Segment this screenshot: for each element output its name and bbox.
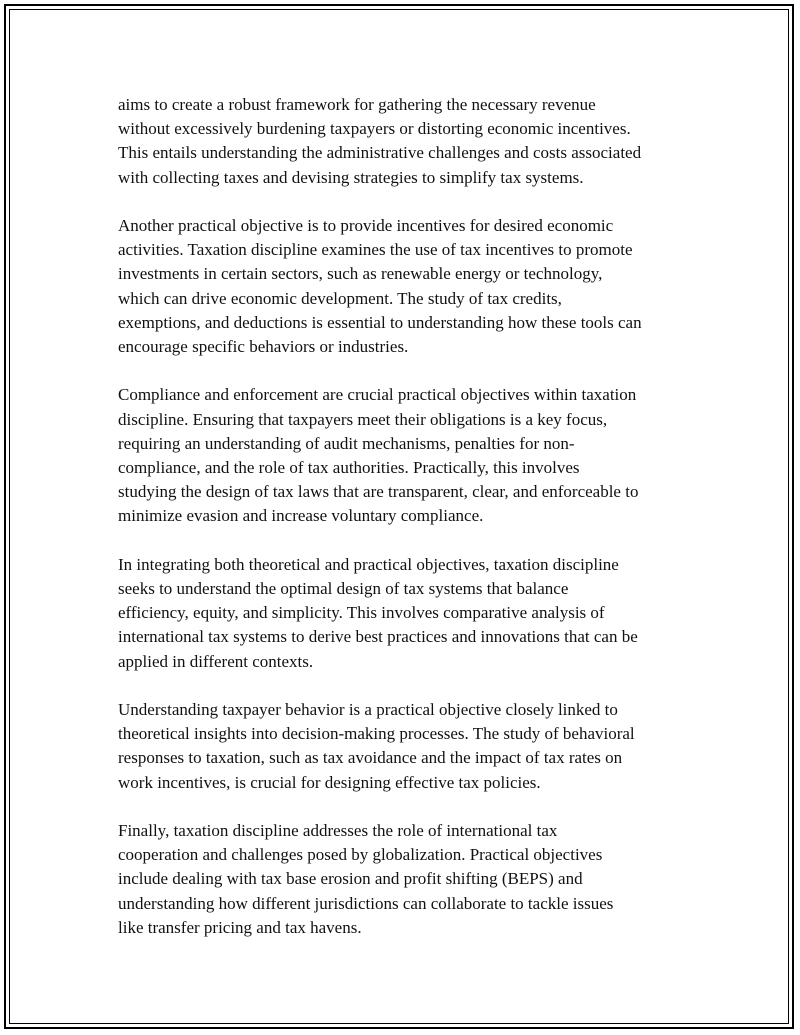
paragraph-optimal-design: In integrating both theoretical and practical objectives, taxation discipline seeks to understand the optimal design of tax systems that balance efficiency, equity, and simplicity. This involves comparative analysis of international tax systems to derive best practices and innovations that can be applied in different contexts. [118,554,638,671]
paragraph-taxpayer-behavior: Understanding taxpayer behavior is a practical objective closely linked to theoretical insights into decision-making processes. The study of behavioral responses to taxation, such as tax avoidance and the impact of tax rates on work incentives, is crucial for designing effective tax policies. [118,700,635,792]
paragraph-compliance-enforcement: Compliance and enforcement are crucial practical objectives within taxation discipline. Ensuring that taxpayers meet their obligations is a key focus, requiring an understanding of audit mechanisms, penalties for non- compliance, and the role of tax authorities. Practically, this involves studying the design of tax laws that are transparent, clear, and enforceable to minimize evasion and increase voluntary compliance. [118,385,639,526]
document-body [118,93,698,940]
paragraph-international-cooperation: Finally, taxation discipline addresses the role of international tax cooperation and challenges posed by globalization. Practical objectives include dealing with tax base erosion and profit shifting (BEPS) and understanding how different jurisdictions can collaborate to tackle issues like transfer pricing and tax havens. [118,821,614,937]
paragraph-revenue-framework: aims to create a robust framework for gathering the necessary revenue without excessively burdening taxpayers or distorting economic incentives. This entails understanding the administrative challenges and costs associated with collecting taxes and devising strategies to simplify tax systems. [118,95,642,187]
paragraph-tax-incentives: Another practical objective is to provide incentives for desired economic activities. Taxation discipline examines the use of tax incentives to promote investments in certain sectors, such as renewable energy or technology, which can drive economic development. The study of tax credits, exemptions, and deductions is essential to understanding how these tools can encourage specific behaviors or industries. [118,216,642,357]
